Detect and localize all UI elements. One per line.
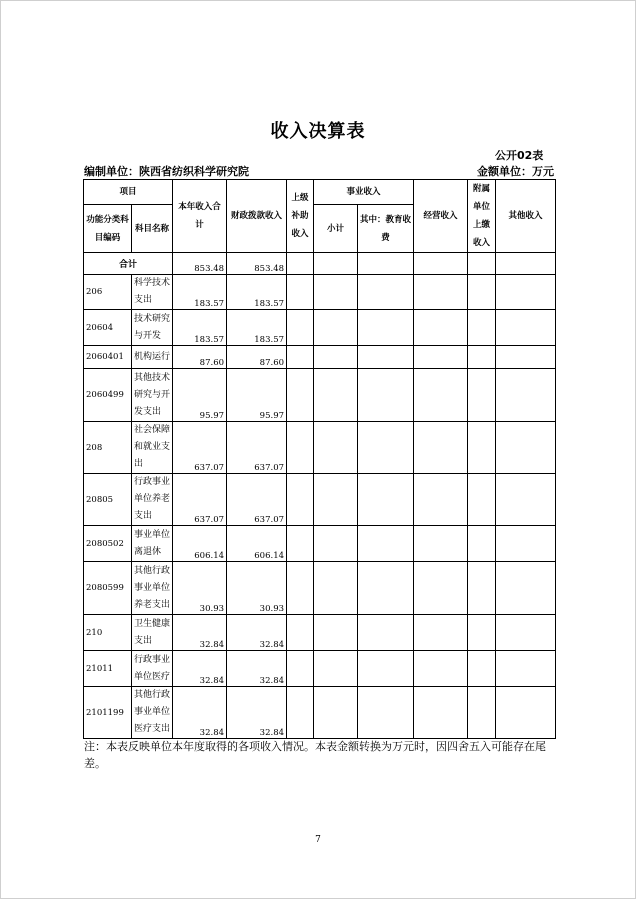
- row-total: 32.84: [173, 615, 227, 651]
- total-label: 合计: [84, 253, 173, 275]
- document-title: 收入决算表: [270, 121, 366, 142]
- row-total: 32.84: [173, 687, 227, 739]
- header-business-income: 事业收入: [314, 180, 414, 205]
- table-header: [84, 180, 556, 253]
- row-name: 技术研究与开发: [132, 310, 173, 346]
- header-operating-income: 经营收入: [414, 180, 468, 253]
- row-code: 2060499: [84, 369, 132, 422]
- row-fiscal: 30.93: [227, 562, 287, 615]
- row-fiscal: 32.84: [227, 651, 287, 687]
- table-row: [84, 651, 556, 687]
- header-fiscal-appropriation: 财政拨款收入: [227, 180, 287, 253]
- row-fiscal: 637.07: [227, 422, 287, 474]
- row-total: 637.07: [173, 422, 227, 474]
- table-row: [84, 615, 556, 651]
- row-fiscal: 183.57: [227, 275, 287, 310]
- row-name: 其他行政事业单位医疗支出: [132, 687, 173, 739]
- row-code: 2101199: [84, 687, 132, 739]
- row-total: 606.14: [173, 526, 227, 562]
- row-name: 事业单位离退休: [132, 526, 173, 562]
- unit-row: [84, 163, 554, 179]
- row-code: 210: [84, 615, 132, 651]
- table-body: [84, 253, 556, 739]
- row-fiscal: 32.84: [227, 615, 287, 651]
- row-name: 机构运行: [132, 346, 173, 369]
- total-row: [84, 253, 556, 275]
- row-code: 20805: [84, 474, 132, 526]
- row-name: 社会保障和就业支出: [132, 422, 173, 474]
- table-row: [84, 526, 556, 562]
- table-row: [84, 562, 556, 615]
- table-number: 公开02表: [495, 149, 544, 162]
- table-row: [84, 687, 556, 739]
- header-other-income: 其他收入: [496, 180, 556, 253]
- header-subject-name: 科目名称: [132, 205, 173, 253]
- row-fiscal: 637.07: [227, 474, 287, 526]
- row-code: 2060401: [84, 346, 132, 369]
- row-total: 183.57: [173, 275, 227, 310]
- row-code: 21011: [84, 651, 132, 687]
- income-table: [83, 179, 556, 739]
- row-code: 2080599: [84, 562, 132, 615]
- row-name: 科学技术支出: [132, 275, 173, 310]
- table-row: [84, 346, 556, 369]
- amount-unit: 金额单位：万元: [477, 165, 554, 178]
- header-func-code: 功能分类科目编码: [84, 205, 132, 253]
- row-fiscal: 32.84: [227, 687, 287, 739]
- row-name: 其他技术研究与开发支出: [132, 369, 173, 422]
- row-total: 30.93: [173, 562, 227, 615]
- table-row: [84, 369, 556, 422]
- row-total: 183.57: [173, 310, 227, 346]
- header-project: 项目: [84, 180, 173, 205]
- page-number: 7: [315, 835, 321, 845]
- row-name: 行政事业单位医疗: [132, 651, 173, 687]
- row-total: 95.97: [173, 369, 227, 422]
- header-total-income: 本年收入合计: [173, 180, 227, 253]
- total-income-cell: 853.48: [173, 253, 227, 275]
- row-name: 卫生健康支出: [132, 615, 173, 651]
- row-name: 行政事业单位养老支出: [132, 474, 173, 526]
- row-fiscal: 183.57: [227, 310, 287, 346]
- table-note: 注：本表反映单位本年度取得的各项收入情况。本表金额转换为万元时，因四舍五入可能存在尾差。: [84, 740, 546, 770]
- table-row: [84, 422, 556, 474]
- table-row: [84, 275, 556, 310]
- row-fiscal: 606.14: [227, 526, 287, 562]
- header-education-fees: 其中：教育收费: [358, 205, 414, 253]
- row-total: 32.84: [173, 651, 227, 687]
- row-code: 2080502: [84, 526, 132, 562]
- row-total: 637.07: [173, 474, 227, 526]
- table-row: [84, 310, 556, 346]
- row-total: 87.60: [173, 346, 227, 369]
- header-superior-subsidy: 上级补助收入: [287, 180, 314, 253]
- table-row: [84, 474, 556, 526]
- row-code: 208: [84, 422, 132, 474]
- row-code: 206: [84, 275, 132, 310]
- row-fiscal: 95.97: [227, 369, 287, 422]
- total-fiscal-cell: 853.48: [227, 253, 287, 275]
- header-subtotal: 小计: [314, 205, 358, 253]
- header-affiliated-income: 附属单位上缴收入: [468, 180, 496, 253]
- compiling-unit: 编制单位：陕西省纺织科学研究院: [84, 165, 249, 178]
- row-code: 20604: [84, 310, 132, 346]
- row-name: 其他行政事业单位养老支出: [132, 562, 173, 615]
- row-fiscal: 87.60: [227, 346, 287, 369]
